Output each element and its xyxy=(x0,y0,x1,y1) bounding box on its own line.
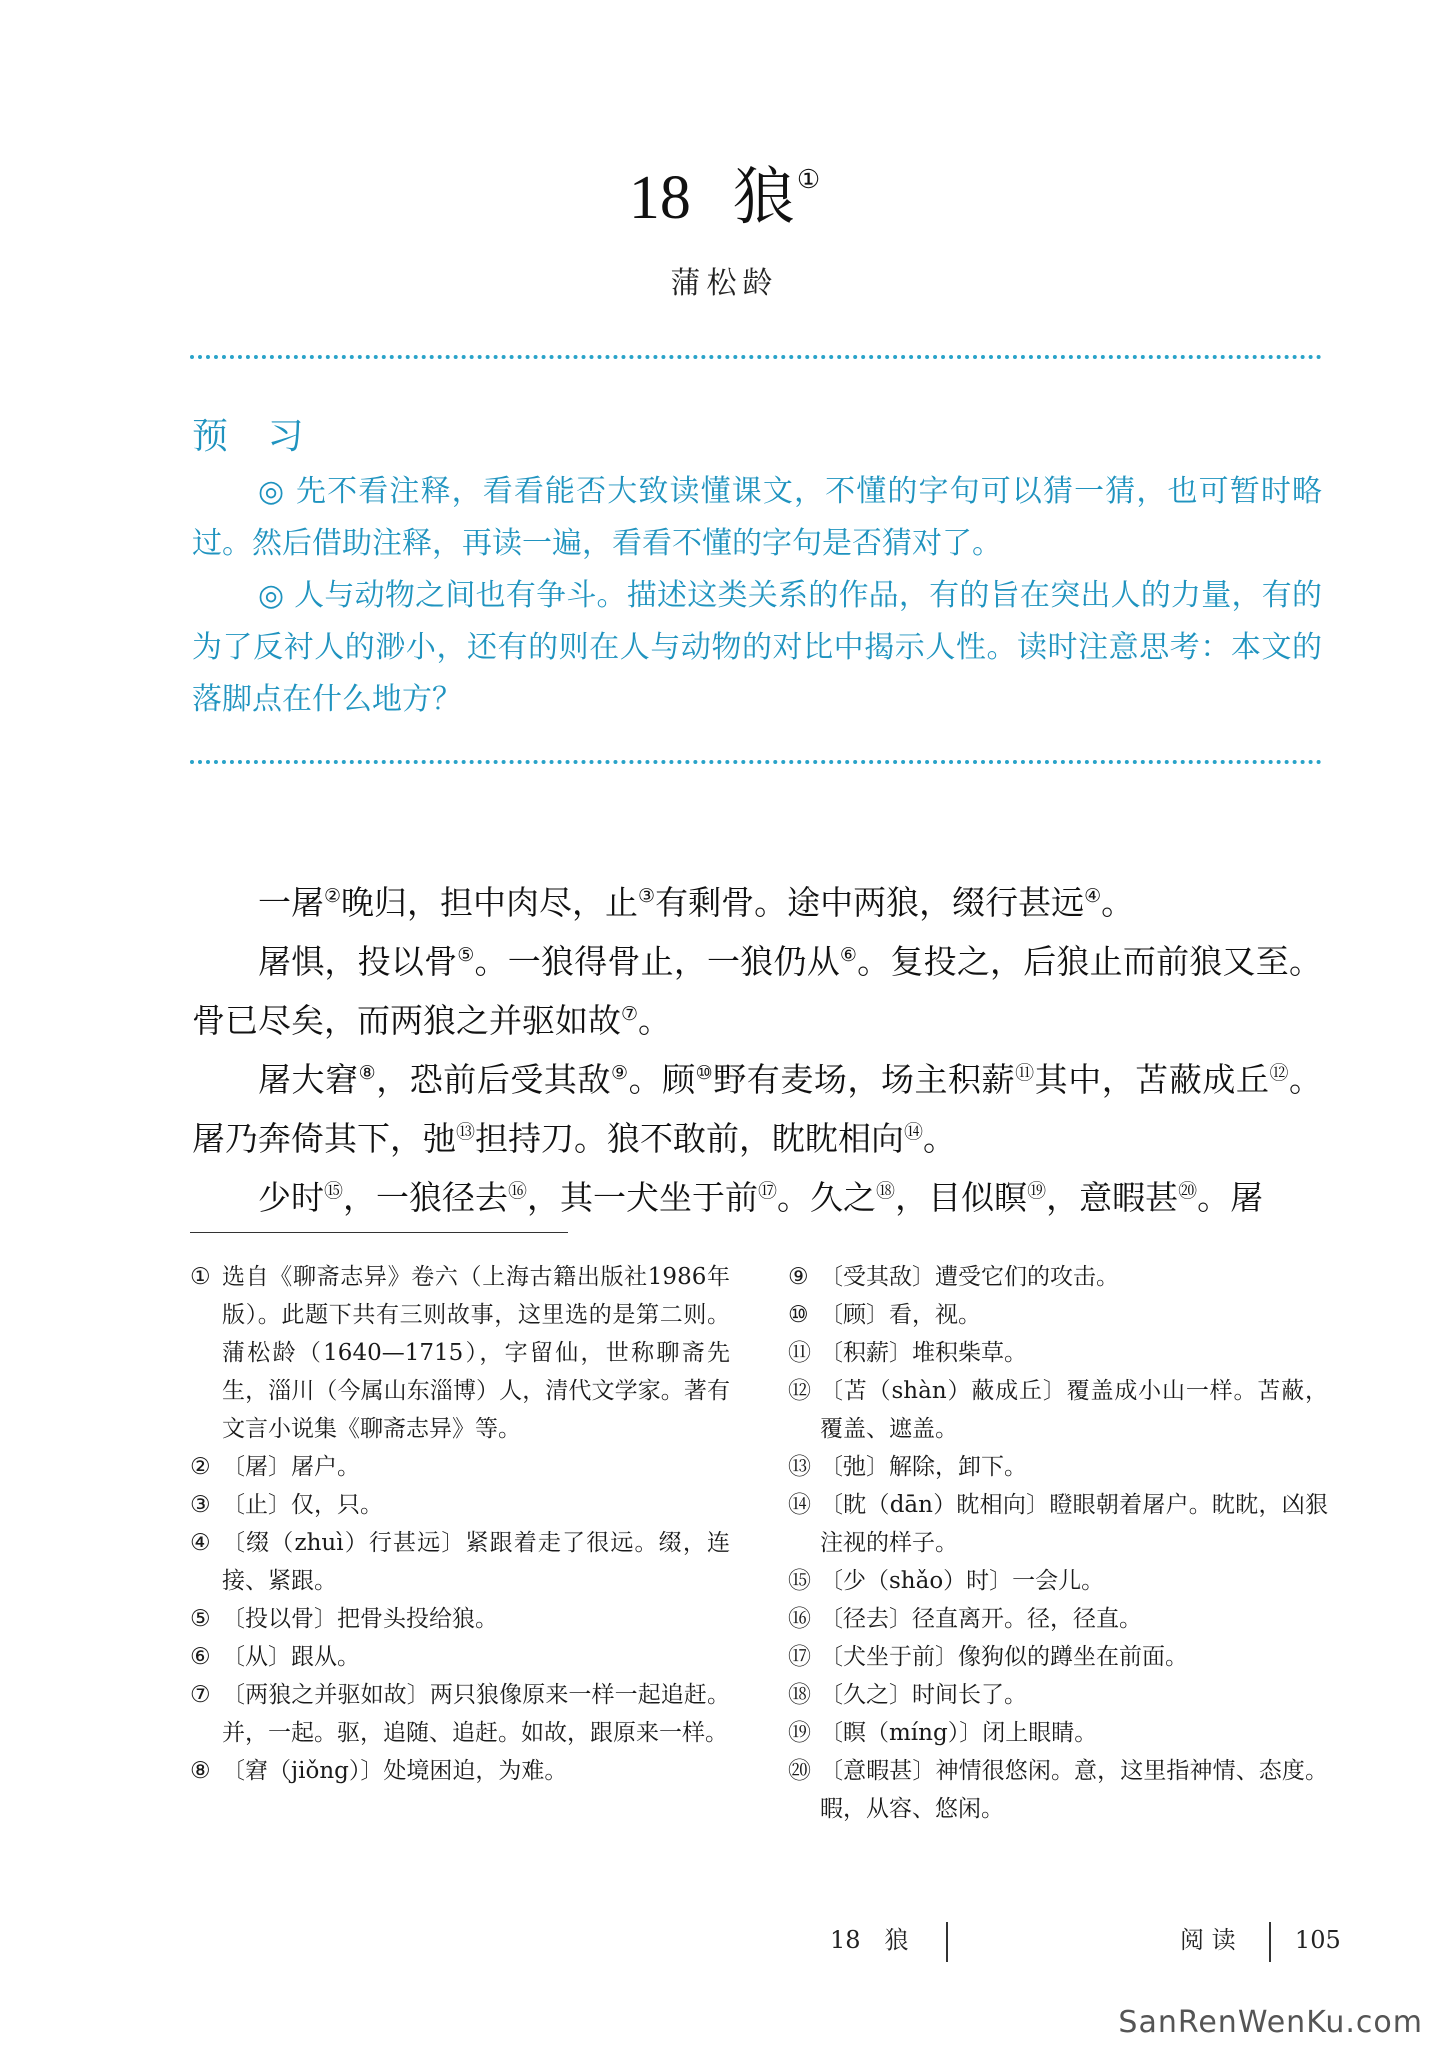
note-ref[interactable]: ⑪ xyxy=(1015,1062,1035,1084)
preview-paragraph: ◎ 先不看注释，看看能否大致读懂课文，不懂的字句可以猜一猜，也可暂时略过。然后借助注释，再读一遍，看看不懂的字句是否猜对了。 xyxy=(192,474,1322,561)
note-ref[interactable]: ⑭ xyxy=(904,1121,924,1143)
footnote xyxy=(190,1258,730,1448)
lesson-name: 狼 xyxy=(732,160,795,233)
note-ref[interactable]: ⑥ xyxy=(839,944,858,966)
main-paragraph-1 xyxy=(192,870,1322,929)
preview-section xyxy=(192,466,1322,726)
footer-divider xyxy=(1269,1922,1271,1962)
footnote-text: 〔积薪〕堆积柴草。 xyxy=(820,1340,1027,1366)
text-run: 担持刀。狼不敢前，眈眈相向 xyxy=(475,1119,905,1158)
text-run: ，目似瞑 xyxy=(895,1178,1028,1217)
text-run: 。一狼得骨止，一狼仍从 xyxy=(474,942,840,981)
footnote xyxy=(788,1372,1328,1448)
note-ref[interactable]: ⑮ xyxy=(324,1180,344,1202)
text-run: 一屠 xyxy=(258,883,324,922)
footnote-number: ⑩ xyxy=(788,1302,809,1328)
text-run: 。 xyxy=(1101,883,1135,922)
preview-heading: 预 习 xyxy=(192,416,318,457)
footnote-text: 〔犬坐于前〕像狗似的蹲坐在前面。 xyxy=(820,1644,1188,1670)
title-note-mark: ① xyxy=(796,165,821,195)
footnote xyxy=(788,1334,1328,1372)
text-run: ，一狼径去 xyxy=(343,1178,509,1217)
footnote-text: 〔屠〕屠户。 xyxy=(222,1454,360,1480)
footnote xyxy=(788,1448,1328,1486)
footnote-text: 〔苫（shàn）蔽成丘〕覆盖成小山一样。苫蔽，覆盖、遮盖。 xyxy=(820,1378,1328,1442)
lesson-number: 18 xyxy=(628,164,691,232)
footnote-number: ⑲ xyxy=(788,1720,811,1746)
note-ref[interactable]: ④ xyxy=(1084,885,1102,907)
footnote-text: 〔久之〕时间长了。 xyxy=(820,1682,1027,1708)
footnote xyxy=(190,1524,730,1600)
footnote xyxy=(190,1600,730,1638)
watermark: SanRenWenKu.com xyxy=(1118,2005,1423,2040)
text-run: 屠大窘 xyxy=(258,1060,359,1099)
text-run: 。屠 xyxy=(1197,1178,1264,1217)
text-run: 少时 xyxy=(258,1178,324,1217)
footer-divider xyxy=(946,1922,948,1962)
footnote-text: 〔弛〕解除，卸下。 xyxy=(820,1454,1027,1480)
footnote-number: ④ xyxy=(190,1530,211,1556)
text-run: 。久之 xyxy=(777,1178,877,1217)
footnote-number: ⑳ xyxy=(788,1758,811,1784)
text-run: ，其一犬坐于前 xyxy=(527,1178,759,1217)
footnote-text: 〔从〕跟从。 xyxy=(222,1644,360,1670)
text-run: 野有麦场，场主积薪 xyxy=(713,1060,1016,1099)
footnote-text: 〔窘（jiǒng）〕处境困迫，为难。 xyxy=(222,1758,568,1784)
footer-lesson-label: 18 狼 xyxy=(830,1926,909,1954)
author-name: 蒲松龄 xyxy=(670,266,779,301)
footnote xyxy=(788,1296,1328,1334)
footnote xyxy=(190,1486,730,1524)
footnote-number: ② xyxy=(190,1454,211,1480)
footnote xyxy=(788,1486,1328,1562)
footnote-number: ① xyxy=(190,1264,211,1290)
main-paragraph-3 xyxy=(192,1047,1322,1165)
footnote-text: 〔眈（dān）眈相向〕瞪眼朝着屠户。眈眈，凶狠注视的样子。 xyxy=(820,1492,1328,1556)
footnote xyxy=(788,1562,1328,1600)
footnote-text: 〔意暇甚〕神情很悠闲。意，这里指神情、态度。暇，从容、悠闲。 xyxy=(820,1758,1328,1822)
footnote-number: ③ xyxy=(190,1492,211,1518)
text-run: 。 xyxy=(638,1001,672,1040)
note-ref[interactable]: ⑩ xyxy=(695,1062,714,1084)
footnote xyxy=(788,1638,1328,1676)
footnote xyxy=(788,1600,1328,1638)
footnote-number: ⑭ xyxy=(788,1492,811,1518)
footnote-rule xyxy=(190,1232,568,1233)
main-paragraph-4 xyxy=(192,1165,1322,1224)
footnote-text: 〔瞑（míng）〕闭上眼睛。 xyxy=(820,1720,1098,1746)
text-run: 。 xyxy=(923,1119,957,1158)
footnote-number: ⑦ xyxy=(190,1682,211,1708)
footnote xyxy=(788,1258,1328,1296)
footnote xyxy=(190,1752,730,1790)
footnote-number: ⑨ xyxy=(788,1264,809,1290)
footer-lesson xyxy=(830,1920,948,1962)
footer-section-label: 阅 读 xyxy=(1180,1926,1236,1954)
footnote-number: ⑫ xyxy=(788,1378,811,1404)
note-ref[interactable]: ⑬ xyxy=(456,1121,476,1143)
note-ref[interactable]: ⑲ xyxy=(1027,1180,1047,1202)
text-run: 。屠乃奔倚其下，弛 xyxy=(192,1060,1323,1158)
footnote-number: ⑯ xyxy=(788,1606,811,1632)
footnote-number: ⑮ xyxy=(788,1568,811,1594)
footnote xyxy=(190,1676,730,1752)
footnote xyxy=(788,1752,1328,1828)
footnote xyxy=(190,1638,730,1676)
note-ref[interactable]: ⑳ xyxy=(1178,1180,1198,1202)
text-run: ，意暇甚 xyxy=(1046,1178,1179,1217)
footnote xyxy=(190,1448,730,1486)
footnote-number: ⑧ xyxy=(190,1758,211,1784)
preview-bottom-divider xyxy=(190,760,1322,764)
lesson-title xyxy=(0,140,1449,238)
footnote-text: 〔受其敌〕遭受它们的攻击。 xyxy=(820,1264,1119,1290)
footnote-text: 选自《聊斋志异》卷六（上海古籍出版社1986年版）。此题下共有三则故事，这里选的是第二则。蒲松龄（1640—1715），字留仙，世称聊斋先生，淄川（今属山东淄博）人，清代文学家。著有文言小说集《聊斋志异》等。 xyxy=(222,1264,730,1442)
footnote-text: 〔两狼之并驱如故〕两只狼像原来一样一起追赶。并，一起。驱，追随、追赶。如故，跟原来一样。 xyxy=(222,1682,730,1746)
text-run: 有剩骨。途中两狼，缀行甚远 xyxy=(655,883,1085,922)
footnote-text: 〔缀（zhuì）行甚远〕紧跟着走了很远。缀，连接、紧跟。 xyxy=(222,1530,730,1594)
main-text xyxy=(192,870,1322,1224)
footnote-number: ⑥ xyxy=(190,1644,211,1670)
note-ref[interactable]: ⑨ xyxy=(611,1062,629,1084)
footnote xyxy=(788,1676,1328,1714)
footnote xyxy=(788,1714,1328,1752)
note-ref[interactable]: ⑫ xyxy=(1269,1062,1290,1084)
text-run: 晚归，担中肉尽，止 xyxy=(341,883,639,922)
note-ref[interactable]: ⑰ xyxy=(758,1180,778,1202)
page-number: 105 xyxy=(1294,1926,1341,1954)
footnote-text: 〔少（shǎo）时〕一会儿。 xyxy=(820,1568,1105,1594)
footnote-text: 〔投以骨〕把骨头投给狼。 xyxy=(222,1606,498,1632)
main-paragraph-2 xyxy=(192,929,1322,1047)
note-ref[interactable]: ⑤ xyxy=(457,944,475,966)
footer-section xyxy=(1180,1920,1341,1962)
preview-top-divider xyxy=(190,355,1322,359)
footnote-number: ⑤ xyxy=(190,1606,211,1632)
footnote-text: 〔径去〕径直离开。径，径直。 xyxy=(820,1606,1142,1632)
footnotes-left-column xyxy=(190,1258,730,1790)
text-run: ，恐前后受其敌 xyxy=(376,1060,611,1099)
note-ref[interactable]: ⑧ xyxy=(358,1062,377,1084)
footnote-number: ⑪ xyxy=(788,1340,811,1366)
note-ref[interactable]: ⑦ xyxy=(621,1003,639,1025)
note-ref[interactable]: ③ xyxy=(638,885,656,907)
footnote-number: ⑱ xyxy=(788,1682,811,1708)
preview-paragraph: ◎ 人与动物之间也有争斗。描述这类关系的作品，有的旨在突出人的力量，有的为了反衬人的渺小，还有的则在人与动物的对比中揭示人性。读时注意思考：本文的落脚点在什么地方？ xyxy=(192,578,1322,717)
footnote-text: 〔顾〕看，视。 xyxy=(820,1302,981,1328)
note-ref[interactable]: ② xyxy=(324,885,342,907)
note-ref[interactable]: ⑱ xyxy=(876,1180,896,1202)
text-run: 其中，苫蔽成丘 xyxy=(1034,1060,1270,1099)
text-run: 。复投之，后狼止而前狼又至。骨已尽矣，而两狼之并驱如故 xyxy=(192,942,1322,1040)
text-run: 屠惧，投以骨 xyxy=(258,942,458,981)
footnote-text: 〔止〕仅，只。 xyxy=(222,1492,383,1518)
footnote-number: ⑬ xyxy=(788,1454,811,1480)
footnotes-right-column xyxy=(788,1258,1328,1828)
footnote-number: ⑰ xyxy=(788,1644,811,1670)
note-ref[interactable]: ⑯ xyxy=(508,1180,528,1202)
text-run: 。顾 xyxy=(628,1060,696,1099)
